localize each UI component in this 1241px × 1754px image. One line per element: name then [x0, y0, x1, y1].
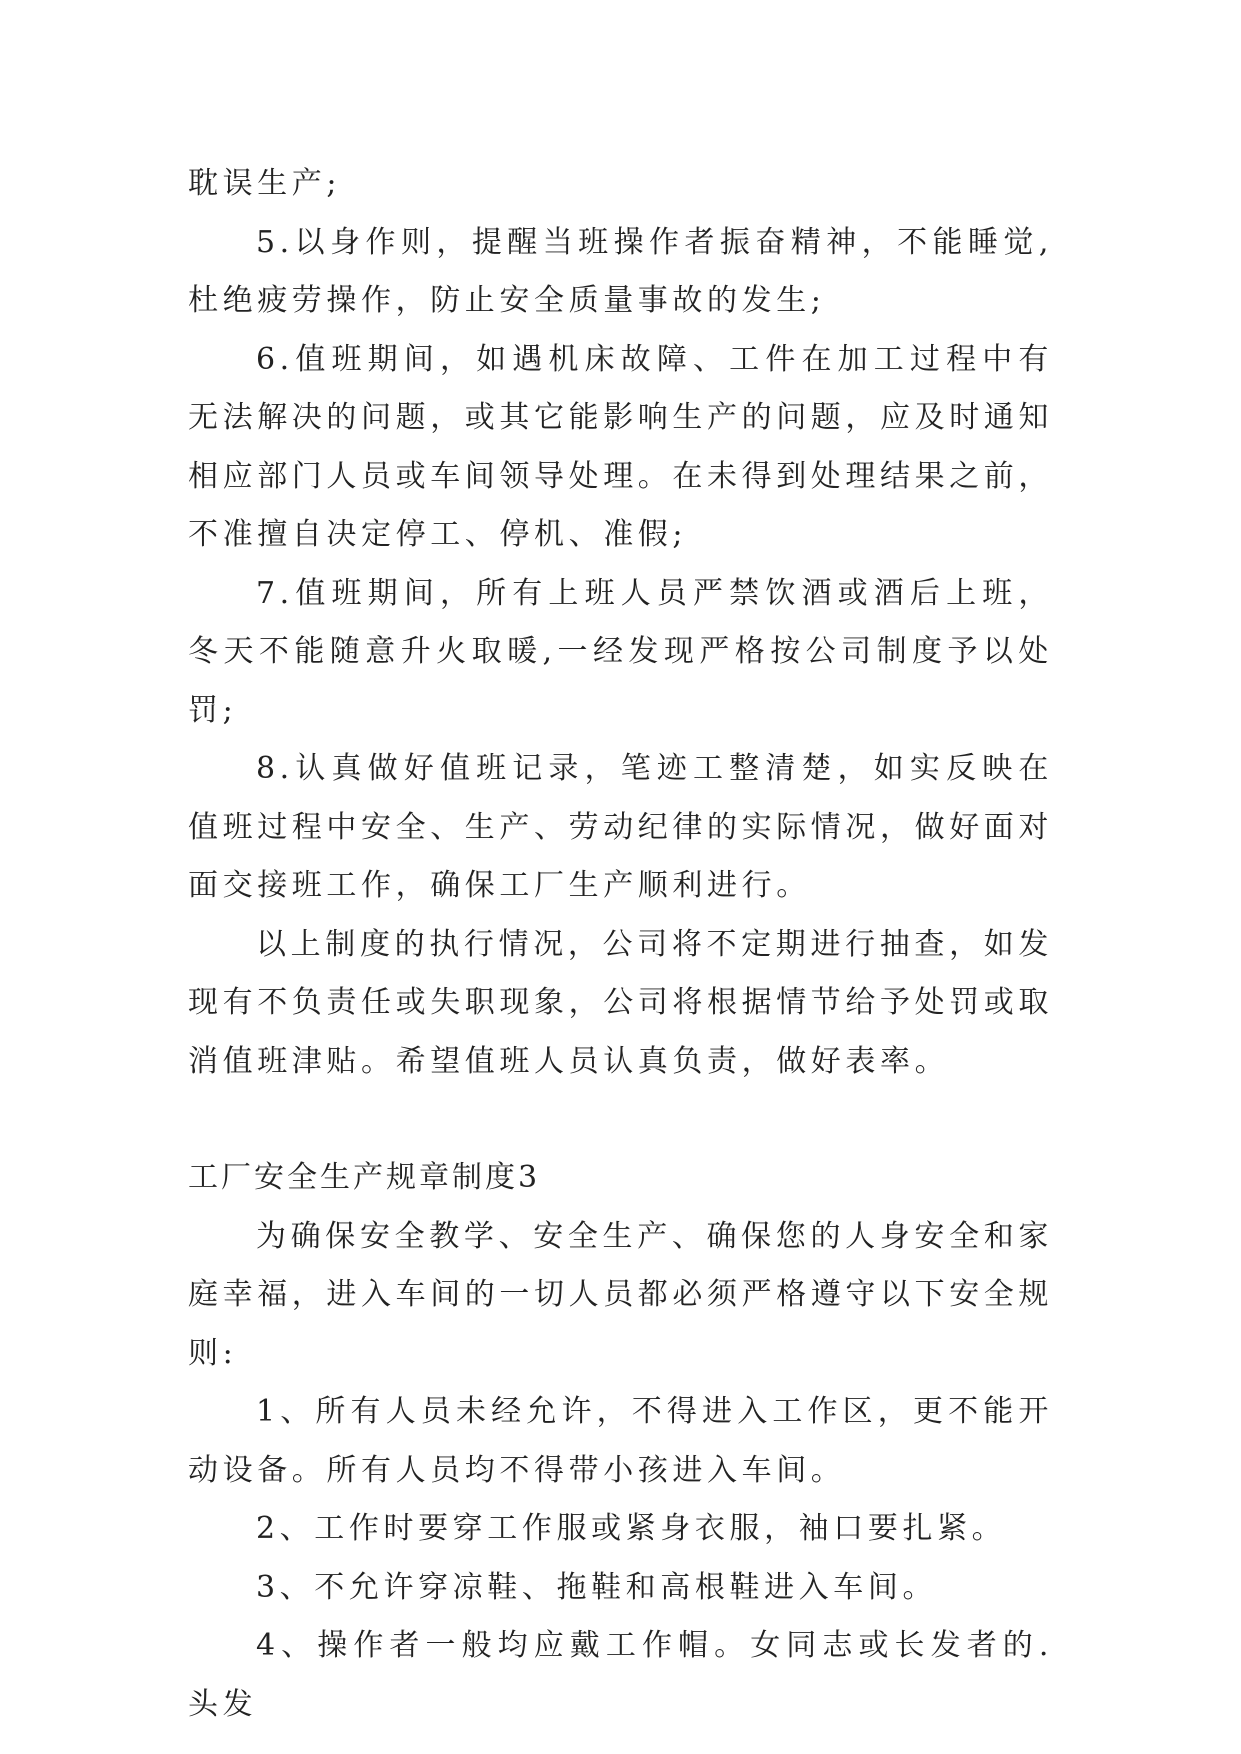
paragraph-summary: 以上制度的执行情况，公司将不定期进行抽查，如发现有不负责任或失职现象，公司将根据情节给予处罚或取消值班津贴。希望值班人员认真负责，做好表率。: [188, 926, 1053, 1079]
paragraph-continuation: 耽误生产;: [188, 166, 342, 201]
paragraph-intro: 为确保安全教学、安全生产、确保您的人身安全和家庭幸福，进入车间的一切人员都必须严格遵守以下安全规则:: [188, 1218, 1053, 1371]
paragraph-rule-8: 8.认真做好值班记录，笔迹工整清楚，如实反映在值班过程中安全、生产、劳动纪律的实际情况，做好面对面交接班工作，确保工厂生产顺利进行。: [188, 751, 1053, 903]
paragraph-rule-5: 5.以身作则，提醒当班操作者振奋精神，不能睡觉,杜绝疲劳操作，防止安全质量事故的发生;: [188, 224, 1053, 318]
paragraph-safety-rule-3: 3、不允许穿凉鞋、拖鞋和高根鞋进入车间。: [256, 1569, 938, 1605]
paragraph-rule-6: 6.值班期间，如遇机床故障、工件在加工过程中有无法解决的问题，或其它能影响生产的问题，应及时通知相应部门人员或车间领导处理。在未得到处理结果之前，不准擅自决定停工、停机、准假;: [188, 341, 1053, 552]
section-heading: 工厂安全生产规章制度3: [188, 1160, 541, 1195]
paragraph-safety-rule-4: 4、操作者一般均应戴工作帽。女同志或长发者的.头发: [188, 1628, 1053, 1722]
paragraph-rule-7: 7.值班期间，所有上班人员严禁饮酒或酒后上班，冬天不能随意升火取暖,一经发现严格按公司制度予以处罚;: [188, 575, 1053, 728]
document-body: [188, 155, 1053, 1734]
paragraph-safety-rule-1: 1、所有人员未经允许，不得进入工作区，更不能开动设备。所有人员均不得带小孩进入车间。: [188, 1394, 1053, 1488]
paragraph-safety-rule-2: 2、工作时要穿工作服或紧身衣服，袖口要扎紧。: [256, 1511, 1007, 1546]
